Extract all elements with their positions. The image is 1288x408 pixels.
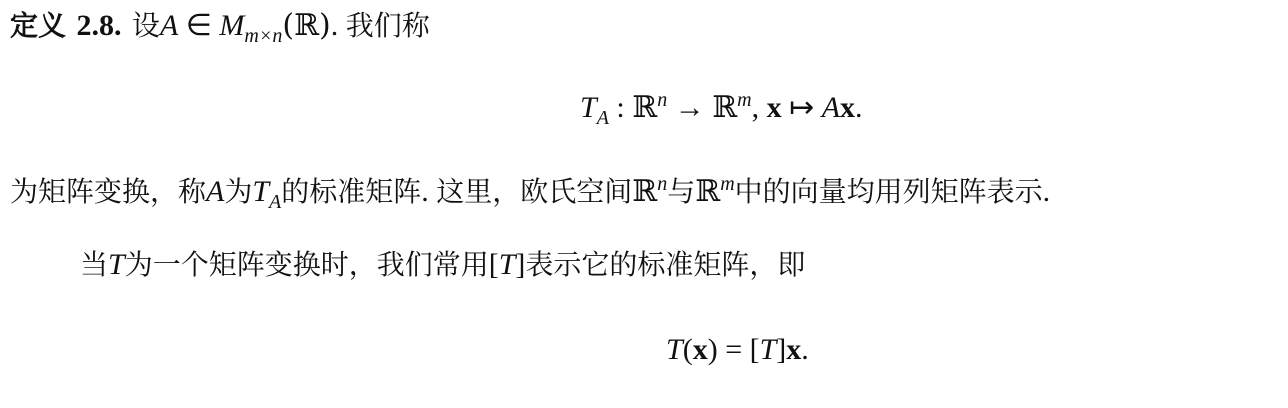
eq-T: T bbox=[666, 333, 683, 366]
eq-period: . bbox=[801, 333, 809, 366]
domain-R: ℝ bbox=[632, 90, 658, 125]
matrix-A: A bbox=[159, 9, 179, 42]
remark-part3: 表示它的标准矩阵，即 bbox=[525, 248, 806, 281]
explanation-part4: 这里，欧氏空间 bbox=[436, 175, 633, 208]
remark-part1: 当 bbox=[80, 248, 109, 281]
explanation-part2: 为 bbox=[224, 175, 253, 208]
image-x: x bbox=[840, 91, 856, 124]
definition-word: 定义 bbox=[10, 9, 67, 42]
explanation-T: T bbox=[252, 175, 270, 208]
map-T: T bbox=[580, 91, 597, 124]
explanation-part5: 与 bbox=[667, 175, 696, 208]
matrix-space-subscript: m×n bbox=[244, 25, 283, 47]
real-field: (ℝ) bbox=[282, 8, 331, 43]
matrix-space-M: M bbox=[219, 9, 245, 42]
eq-paren-open: ( bbox=[682, 333, 693, 366]
remark-bracket-close: ] bbox=[515, 248, 526, 281]
map-comma: , bbox=[751, 91, 767, 124]
standard-matrix-equation bbox=[666, 330, 809, 370]
explanation-line bbox=[10, 172, 1050, 212]
codomain-R: ℝ bbox=[712, 90, 738, 125]
eq-x: x bbox=[692, 333, 708, 366]
intro-period: . bbox=[330, 9, 346, 42]
eq-x2: x bbox=[786, 333, 802, 366]
explanation-part3: 的标准矩阵 bbox=[281, 175, 422, 208]
mapping-period: . bbox=[855, 91, 863, 124]
intro-prefix: 设 bbox=[131, 9, 160, 42]
remark-line bbox=[80, 245, 805, 285]
remark-part2: 为一个矩阵变换时，我们常用 bbox=[124, 248, 489, 281]
explanation-part6: 中的向量均用列矩阵表示 bbox=[734, 175, 1043, 208]
domain-exponent: n bbox=[657, 89, 668, 111]
explanation-Rn: ℝ bbox=[632, 174, 658, 209]
definition-number: 2.8. bbox=[76, 9, 122, 42]
intro-suffix: 我们称 bbox=[345, 9, 430, 42]
arrow-symbol: → bbox=[667, 91, 713, 124]
vector-x: x bbox=[766, 91, 782, 124]
definition-heading bbox=[10, 8, 132, 43]
explanation-dot: . bbox=[421, 175, 437, 208]
mapsto-symbol: ↦ bbox=[781, 91, 822, 124]
remark-T: T bbox=[108, 248, 125, 281]
eq-paren-close: ) bbox=[707, 333, 718, 366]
explanation-Rn-exponent: n bbox=[657, 173, 668, 195]
eq-bracket-T: T bbox=[759, 333, 777, 366]
explanation-A: A bbox=[206, 175, 225, 208]
explanation-end: . bbox=[1042, 175, 1051, 208]
eq-bracket-close: ] bbox=[776, 333, 787, 366]
definition-line bbox=[10, 6, 430, 46]
eq-equals: = bbox=[717, 333, 750, 366]
explanation-T-subscript: A bbox=[269, 191, 282, 213]
element-of-symbol: ∈ bbox=[178, 9, 220, 42]
explanation-part1: 为矩阵变换，称 bbox=[10, 175, 207, 208]
eq-bracket-open: [ bbox=[749, 333, 760, 366]
remark-bracket-T: T bbox=[498, 248, 516, 281]
remark-bracket-open: [ bbox=[488, 248, 499, 281]
image-A: A bbox=[821, 91, 841, 124]
map-colon: : bbox=[608, 91, 633, 124]
explanation-Rm-exponent: m bbox=[720, 173, 735, 195]
explanation-Rm: ℝ bbox=[695, 174, 721, 209]
codomain-exponent: m bbox=[737, 89, 752, 111]
map-T-subscript: A bbox=[596, 107, 609, 129]
mapping-formula bbox=[580, 88, 863, 128]
